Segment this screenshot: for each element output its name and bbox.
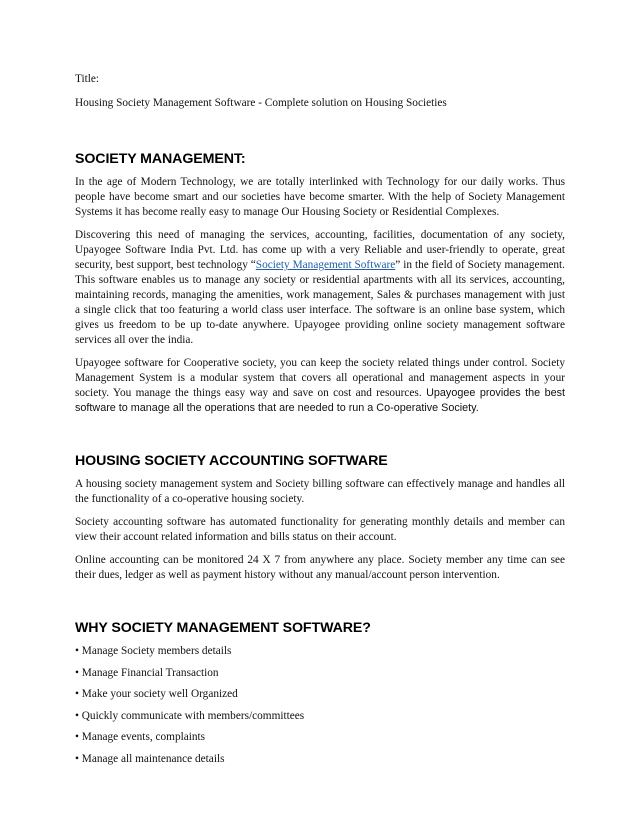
title-label: Title: — [75, 73, 100, 85]
heading-why-software: WHY SOCIETY MANAGEMENT SOFTWARE? — [75, 620, 371, 636]
benefits-list — [75, 644, 565, 767]
management-paragraph-3-serif: Upayogee software for Cooperative society, you can keep the society related things under control. Society Management System is a modular system that covers all operational and management aspects in your society. You manage the things easy way and save on cost and resources. — [75, 357, 565, 399]
list-item: • Quickly communicate with members/committees — [75, 709, 305, 722]
list-item: • Manage events, complaints — [75, 731, 206, 744]
management-paragraph-3 — [75, 356, 565, 416]
list-item: • Make your society well Organized — [75, 688, 238, 701]
accounting-paragraph-2: Society accounting software has automated functionality for generating monthly details and member can view their account related information and bills status on their account. — [75, 516, 565, 543]
heading-accounting-software: HOUSING SOCIETY ACCOUNTING SOFTWARE — [75, 453, 388, 469]
management-paragraph-2-intro: Discovering this need of managing the services, accounting, facilities, documentation of any society, Upayogee Software India Pvt. Ltd. has come up with a very Reliable and user-friendly to operate, great security, best support, best technology “ — [75, 229, 565, 271]
list-item: • Manage Society members details — [75, 645, 232, 657]
accounting-paragraph-1: A housing society management system and Society billing software can effectively manage and handles all the functionality of a co-operative housing society. — [75, 478, 565, 505]
heading-society-management: SOCIETY MANAGEMENT: — [75, 151, 246, 167]
management-paragraph-1: In the age of Modern Technology, we are totally interlinked with Technology for our daily works. Thus people have become smart and our societies have become smarter. With the help of Society Management Systems it has become really easy to manage Our Housing Society or Residential Complexes. — [75, 176, 565, 218]
management-paragraph-2 — [75, 228, 565, 348]
document-title: Housing Society Management Software - Complete solution on Housing Societies — [75, 97, 447, 109]
list-item: • Manage all maintenance details — [75, 752, 225, 765]
management-paragraph-3-sans: Upayogee provides the best software to manage all the operations that are needed to run a Co-operative Society. — [75, 387, 565, 414]
accounting-paragraph-3: Online accounting can be monitored 24 X 7 from anywhere any place. Society member any time can see their dues, ledger as well as payment history without any manual/account person intervention. — [75, 554, 565, 581]
list-item: • Manage Financial Transaction — [75, 666, 219, 679]
society-management-software-link[interactable]: Society Management Software — [255, 259, 396, 271]
management-paragraph-2-rest: ” in the field of Society management. This software enables us to manage any society or residential apartments with all its services, accounting, maintaining records, managing the amenities, work management, Sales & purchases management with just a single click that too featuring a world class user interface. The software is an online base system, which gives us freedom to be up to-date anywhere. Upayogee providing online society management software services all over the india. — [75, 259, 565, 346]
document-page — [75, 72, 565, 774]
